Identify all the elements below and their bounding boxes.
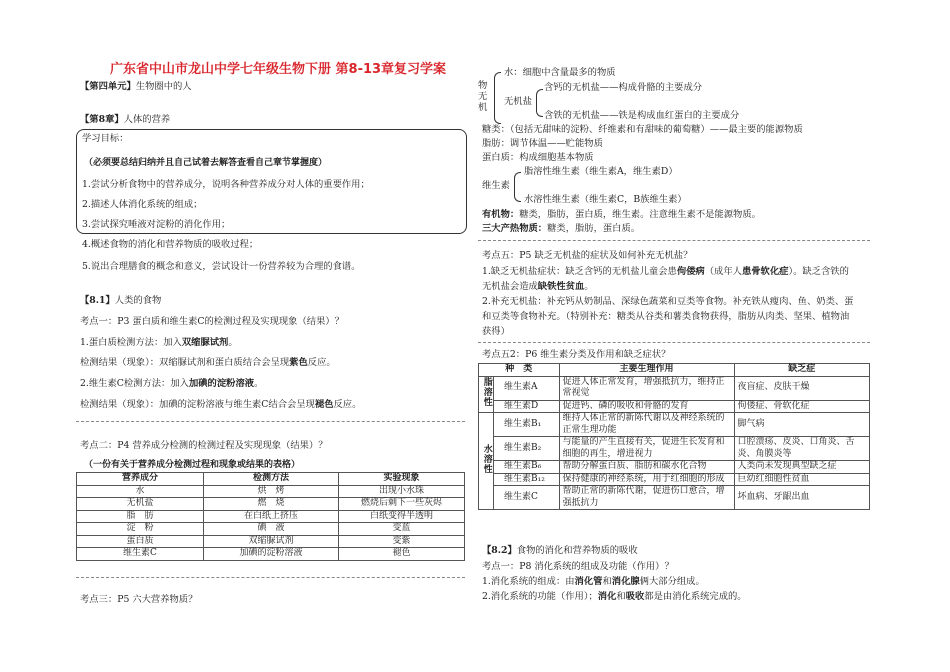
fat-line: 脂肪：调节体温——贮能物质 [482, 138, 603, 149]
unit-heading: 【第四单元】生物圈中的人 [80, 81, 192, 92]
table-row: 维生素B₁₂ 保持健康的神经系统，用于红细胞的形成 巨幼红细胞性贫血 [479, 473, 870, 486]
table-row: 维生素D 促进钙、磷的吸收和骨骼的发育 佝偻症、骨软化症 [479, 400, 870, 413]
kp5-line: 和豆类等食物补充。（特别补充：糖类从谷类和薯类食物获得，脂肪从肉类、坚果、植物油 [482, 311, 850, 322]
tree-root-label: 物无机 [478, 80, 488, 113]
table-row: 无机盐 燃 烧 燃烧后剩下一些灰烬 [77, 498, 465, 511]
heat-line: 三大产热物质：糖类，脂肪，蛋白质。 [482, 223, 641, 234]
organic-line: 有机物：糖类，脂肪，蛋白质，维生素。注意维生素不是能源物质。 [482, 209, 761, 220]
kp5-question: 考点五：P5 缺乏无机盐的症状及如何补充无机盐？ [482, 250, 693, 261]
divider [76, 421, 465, 422]
table-row: 维生素B₂ 与能量的产生直接有关，促进生长发育和细胞的再生，增进视力 口腔溃疡、皮炎、口角炎、舌炎、角膜炎等 [479, 437, 870, 461]
goals-note: （必须要总结归纳并且自己试着去解答查看自己章节掌握度） [84, 158, 328, 168]
kp5-line: 2.补充无机盐：补充钙从奶制品、深绿色蔬菜和豆类等食物。补充铁从瘦肉、鱼、奶类、蛋 [482, 296, 854, 307]
chapter-heading: 【第8章】人体的营养 [80, 114, 171, 125]
kp1-question: 考点一：P3 蛋白质和维生素C的检测过程及实现现象（结果）？ [80, 316, 344, 327]
goal-item: 1.尝试分析食物中的营养成分，说明各种营养成分对人体的重要作用； [82, 179, 370, 190]
table-header-row: 营养成分 检测方法 实验现象 [77, 473, 465, 486]
group-label: 水溶性 [481, 443, 492, 474]
goal-item: 4.概述食物的消化和营养物质的吸收过程； [82, 239, 259, 250]
kp5-line: 1.缺乏无机盐症状：缺乏含钙的无机盐儿童会患佝偻病（成年人患骨软化症）。缺乏含铁的 [482, 266, 849, 277]
table-row: 水 烘 烤 出现小水珠 [77, 485, 465, 498]
divider [478, 240, 870, 241]
kp1-line: 2.维生素C检测方法：加入加碘的淀粉溶液。 [80, 378, 264, 389]
table-row: 维生素C 加碘的淀粉溶液 褪色 [77, 548, 465, 561]
kp5-line: 无机盐会造成缺铁性贫血。 [482, 281, 594, 292]
group-label: 脂溶性 [481, 377, 492, 407]
brace [514, 172, 521, 202]
water-soluble-line: 水溶性维生素（维生素C，B族维生素） [524, 194, 687, 205]
vitamin-label: 维生素 [482, 180, 510, 191]
table-row: 水溶性 维生素B₁ 维持人体正常的新陈代谢以及神经系统的正常生理功能 脚气病 [479, 413, 870, 437]
protein-line: 蛋白质：构成细胞基本物质 [482, 152, 594, 163]
brace [494, 72, 501, 124]
kp2-question: 考点二：P4 营养成分检测的检测过程及实现现象（结果）？ [80, 440, 328, 451]
goal-item: 5.说出合理膳食的概念和意义，尝试设计一份营养较为合理的食谱。 [82, 261, 361, 272]
goals-title: 学习目标： [82, 133, 129, 144]
brace [536, 89, 543, 117]
calcium-line: 含钙的无机盐——构成骨骼的主要成分 [544, 82, 703, 93]
page-title: 广东省中山市龙山中学七年级生物下册 第8-13章复习学案 [110, 62, 447, 77]
table-row: 淀 粉 碘 液 变蓝 [77, 523, 465, 536]
kp1-line: 检测结果（现象）：双缩脲试剂和蛋白质结合会呈现紫色反应。 [80, 357, 336, 368]
table-row: 蛋白质 双缩脲试剂 变紫 [77, 535, 465, 548]
digestion-line: 2.消化系统的功能（作用）；消化和吸收都是由消化系统完成的。 [482, 591, 747, 602]
goal-item: 3.尝试探究唾液对淀粉的消化作用； [82, 219, 231, 230]
goal-item: 2.描述人体消化系统的组成； [82, 199, 203, 210]
sugar-line: 糖类：（包括无甜味的淀粉、纤维素和有甜味的葡萄糖）——最主要的能源物质 [482, 124, 803, 135]
fat-soluble-line: 脂溶性维生素（维生素A，维生素D） [524, 166, 678, 177]
table-row: 维生素C 帮助正常的新陈代谢，促进伤口愈合，增强抵抗力 坏血病、牙龈出血 [479, 486, 870, 510]
section-8-1-heading: 【8.1】人类的食物 [80, 295, 162, 306]
divider [478, 342, 870, 343]
table-row: 脂溶性 维生素A 促进人体正常发育，增强抵抗力，维持正常视觉 夜盲症、皮肤干燥 [479, 376, 870, 400]
kp6-question: 考点五2：P6 维生素分类及作用和缺乏症状？ [482, 349, 671, 360]
table-row: 脂 肪 在白纸上挤压 白纸变得半透明 [77, 510, 465, 523]
digestion-question: 考点一：P8 消化系统的组成及功能（作用）？ [482, 561, 674, 572]
minerals-label: 无机盐 [504, 96, 532, 107]
kp3-question: 考点三：P5 六大营养物质？ [80, 594, 198, 605]
iron-line: 含铁的无机盐——铁是构成血红蛋白的主要成分 [544, 110, 740, 121]
section-8-2-heading: 【8.2】食物的消化和营养物质的吸收 [482, 545, 638, 556]
vitamin-table [478, 363, 870, 510]
divider [76, 577, 465, 578]
kp1-line: 检测结果（现象）：加碘的淀粉溶液与维生素C结合会呈现褪色反应。 [80, 399, 362, 410]
kp2-note: （一份有关于营养成分检测过程和现象或结果的表格） [84, 460, 301, 470]
digestion-line: 1.消化系统的组成：由消化管和消化腺俩大部分组成。 [482, 576, 705, 587]
table-row: 维生素B₆ 帮助分解蛋白质、脂肪和碳水化合物 人类尚未发现典型缺乏症 [479, 461, 870, 474]
kp1-line: 1.蛋白质检测方法：加入双缩脲试剂。 [80, 337, 238, 348]
table-header-row: 种 类 主要生理作用 缺乏症 [479, 364, 870, 377]
nutrient-test-table [76, 472, 465, 561]
kp5-line: 获得） [482, 326, 510, 337]
water-line: 水：细胞中含量最多的物质 [504, 67, 616, 78]
